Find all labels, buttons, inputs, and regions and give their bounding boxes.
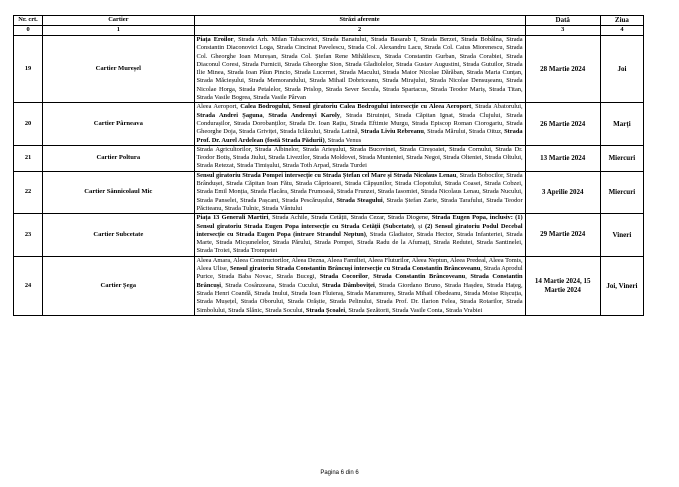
collection-day: Vineri [600, 214, 643, 256]
cartier-label: Cartier Pârneava [93, 119, 143, 127]
collection-date: 29 Martie 2024 [525, 214, 600, 256]
index-cell: 0 [14, 26, 43, 36]
streets-cell [194, 256, 525, 315]
street-segment-bold: Strada Andrenyi Karoly [268, 111, 340, 119]
index-cell: 4 [600, 26, 643, 36]
row-number: 22 [14, 171, 43, 213]
index-cell: 3 [525, 26, 600, 36]
street-segment-bold: Strada Școalei [305, 306, 346, 314]
street-segment: , Strada Abatorului, [471, 103, 523, 111]
collection-day: Joi, Vineri [600, 256, 643, 315]
header-nr: Nr. crt. [14, 16, 43, 26]
collection-date: 26 Martie 2024 [525, 103, 600, 145]
street-segment: , Strada Achile, Strada Cetății, Strada Cezar, Strada Diogene, [268, 214, 432, 222]
cartier-name [43, 36, 194, 103]
street-segment: , Strada Giordano Bruno, Strada Hașdeu, Strada Hațeg, Strada Henri Coandă, Strada Inului, Strada Ioan Fluieraș, Strada Maramureș, Strada Mihail Obedeanu, Strada Moise Rișcuția, Strada Mușețel, Strada Oborului, Strada Orăștie, Strada Pelinului, Strada Prof. Dr. Ilarion Felea, Strada Rotarilor, Strada Simbolului, Strada Slănic, Strada Socului, [196, 281, 523, 314]
collection-date: 14 Martie 2024, 15 Martie 2024 [525, 256, 600, 315]
street-segment: , Strada Gladiator, Strada Hector, Strada Infanteriei, Strada Marte, Strada Micșunelelor, Strada Părului, Strada Pompei, Strada Radu de la Afumați, Strada Redutei, Strada Santinelei, Strada Troiei, Strada Trompetei [196, 230, 523, 255]
street-segment-bold: Calea Bodrogului, Sensul giratoriu Calea Bodrogului intersecție cu Aleea Aeroport [240, 103, 472, 111]
row-number: 24 [14, 256, 43, 315]
header-ziua: Ziua [600, 16, 643, 26]
table-row [14, 145, 644, 171]
street-segment-bold: Strada Dâmboviței [322, 281, 375, 289]
cartier-name [43, 256, 194, 315]
street-segment-bold: Strada Liviu Rebreanu [360, 128, 424, 136]
streets-cell [194, 103, 525, 145]
street-segment: , [465, 273, 471, 281]
row-number: 19 [14, 36, 43, 103]
row-number: 23 [14, 214, 43, 256]
street-segment: , [368, 273, 374, 281]
index-cell: 1 [43, 26, 194, 36]
collection-day: Joi [600, 36, 643, 103]
street-segment: , Strada Cosânzeana, Strada Cucului, [221, 281, 323, 289]
streets-cell [194, 36, 525, 103]
table-row [14, 103, 644, 145]
header-strazi: Străzi aferente [194, 16, 525, 26]
schedule-table [13, 15, 644, 316]
street-segment: , Strada Aprodul Purice, Strada Baba Novac, Strada Bucegi, [196, 265, 523, 281]
cartier-label: Cartier Mureșel [95, 65, 141, 73]
cartier-name [43, 171, 194, 213]
collection-date: 13 Martie 2024 [525, 145, 600, 171]
street-segment-bold: Strada Constantin Brâncoveanu [373, 273, 466, 281]
index-cell: 2 [194, 26, 525, 36]
page-footer: Pagina 6 din 6 [320, 470, 359, 476]
street-segment: , [262, 111, 269, 119]
table-row [14, 171, 644, 213]
street-segment: , și [413, 222, 425, 230]
header-row [14, 16, 644, 26]
street-segment-bold: Sensul giratoriu Strada Pompei intersecție cu Strada Ștefan cel Mare și Strada Nicolaus Lenau [196, 171, 457, 179]
cartier-name [43, 103, 194, 145]
cartier-name [43, 145, 194, 171]
header-data: Dată [525, 16, 600, 26]
cartier-label: Cartier Poltura [96, 154, 141, 162]
street-segment: , Strada Biruinței, Strada Căpitan Ignat, Strada Clujului, Strada Condurașilor, Strada Dorobanților, Strada Dr. Ioan Rațiu, Strada Eftimie Murgu, Strada Episcop Roman Ciorogariu, Strada Gheorghe Doja, Strada Griviței, Strada Iclăzului, Strada Latină, [196, 111, 523, 136]
streets-cell [194, 214, 525, 256]
street-segment-bold: Piața Eroilor [196, 36, 234, 43]
street-segment-bold: Piața 13 Generali Martiri [196, 214, 269, 222]
street-segment: Strada Agricultorilor, Strada Albinelor, Strada Arieșului, Strada Bucovinei, Strada Cireșoaiei, Strada Cornului, Strada Dr. Teodor Botiș, Strada Jiului, Strada Livezilor, Strada Moldovei, Strada Munteniei, Strada Negoi, Strada Olteniei, Strada Oltului, Strada Retezat, Strada Timișului, Strada Toth Arpad, Strada Turdei [196, 145, 523, 170]
street-segment: Aleea Aeroport, [196, 103, 241, 111]
street-segment-bold: Strada Prof. Dr. Aurel Ardelean (fostă Strada Pădurii) [196, 128, 523, 144]
street-segment-bold: Strada Andrei Șaguna [196, 111, 263, 119]
street-segment: Aleea Amara, Aleea Constructorilor, Aleea Dezna, Aleea Familiei, Aleea Fluturilor, Aleea Neptun, Aleea Predeal, Aleea Tomis, Aleea Ulise, [196, 256, 523, 273]
table-body [14, 36, 644, 316]
street-segment: , Strada Șezătorii, Strada Vasile Conta, Strada Vrabiei [345, 306, 483, 314]
street-segment-bold: (2) Sensul giratoriu Podul Decebal intersecție cu Strada Eugen Popa (intrare Strandul Neptun) [196, 222, 523, 238]
cartier-label: Cartier Sânnicolaul Mic [84, 188, 153, 196]
collection-date: 28 Martie 2024 [525, 36, 600, 103]
collection-day: Miercuri [600, 145, 643, 171]
collection-date: 3 Aprilie 2024 [525, 171, 600, 213]
table-row [14, 214, 644, 256]
index-row [14, 26, 644, 36]
collection-day: Marți [600, 103, 643, 145]
street-segment-bold: Sensul giratoriu Strada Constantin Brâncuși intersecție cu Strada Constantin Brâncoveanu [230, 265, 481, 273]
street-segment-bold: Strada Constantin Brâncuși [196, 273, 523, 289]
table-row [14, 256, 644, 315]
street-segment: , Strada Venus [324, 136, 362, 144]
street-segment-bold: Strada Cocorilor [319, 273, 368, 281]
streets-cell [194, 171, 525, 213]
street-segment: , Strada Arh. Milan Tabacovici, Strada Banatului, Strada Basarab I, Strada Berzei, Strada Bobâlna, Strada Constantin Diaconovici Loga, Strada Cincinat Pavelescu, Strada Col. Alexandru Lacu, Strada Col. Caius Miorenescu, Strada Col. Gheorghe Ioan Mureșan, Strada Col. Ștefan Rene Mihăilescu, Strada Constantin Gurban, Strada Corabiei, Strada Diaconul Coresi, Strada Furnicii, Strada Gheorghe Sion, Strada Gladiolelor, Strada Gustav Augustini, Strada Gutuilor, Strada Ilie Minea, Strada Ioan Pâun Pincio, Strada Lucernei, Strada Macului, Strada Maior Nicolae Dărăban, Strada Maria Cunțan, Strada Măcieșului, Strada Memorandului, Strada Mihail Dobriceanu, Strada Mirajului, Strada Nicolae Densușeanu, Strada Nicolae Horga, Strada Petalelor, Strada Prislop, Strada Sever Secula, Strada Spartacus, Strada Teodor Mariș, Strada Titan, Strada Vasile Bogrea, Strada Vasile Pârvan [196, 36, 523, 102]
street-segment-bold: Strada Eugen Popa, inclusiv: (1) Sensul giratoriu Strada Eugen Popa intersecție cu Strada Cetății (Subcetate) [196, 214, 523, 230]
cartier-label: Cartier Șega [100, 281, 137, 289]
street-segment: , Strada Bobocilor, Strada Brândușei, Strada Căpitan Ioan Fătu, Strada Căprioarei, Strada Căpșunilor, Strada Clopotului, Strada Coasei, Strada Cobzei, Strada Emil Monția, Strada Flacăra, Strada Frumoasă, Strada Frunzei, Strada Iasomiei, Strada Nicolaus Lenau, Strada Nucului, Strada Panselei, Strada Pașcani, Strada Pescărușului, [196, 171, 523, 204]
row-number: 21 [14, 145, 43, 171]
cartier-name [43, 214, 194, 256]
streets-cell [194, 145, 525, 171]
row-number: 20 [14, 103, 43, 145]
street-segment-bold: Strada Steagului [336, 196, 383, 204]
collection-day: Miercuri [600, 171, 643, 213]
cartier-label: Cartier Subcetate [93, 230, 144, 238]
street-segment: , Strada Ștefan Zarie, Strada Tarafului, Strada Teodor Păciteanu, Strada Tulnic, Strada Vântului [196, 196, 523, 212]
street-segment: , Strada Mărului, Strada Oituz, [423, 128, 505, 136]
header-cartier: Cartier [43, 16, 194, 26]
table-row [14, 36, 644, 103]
